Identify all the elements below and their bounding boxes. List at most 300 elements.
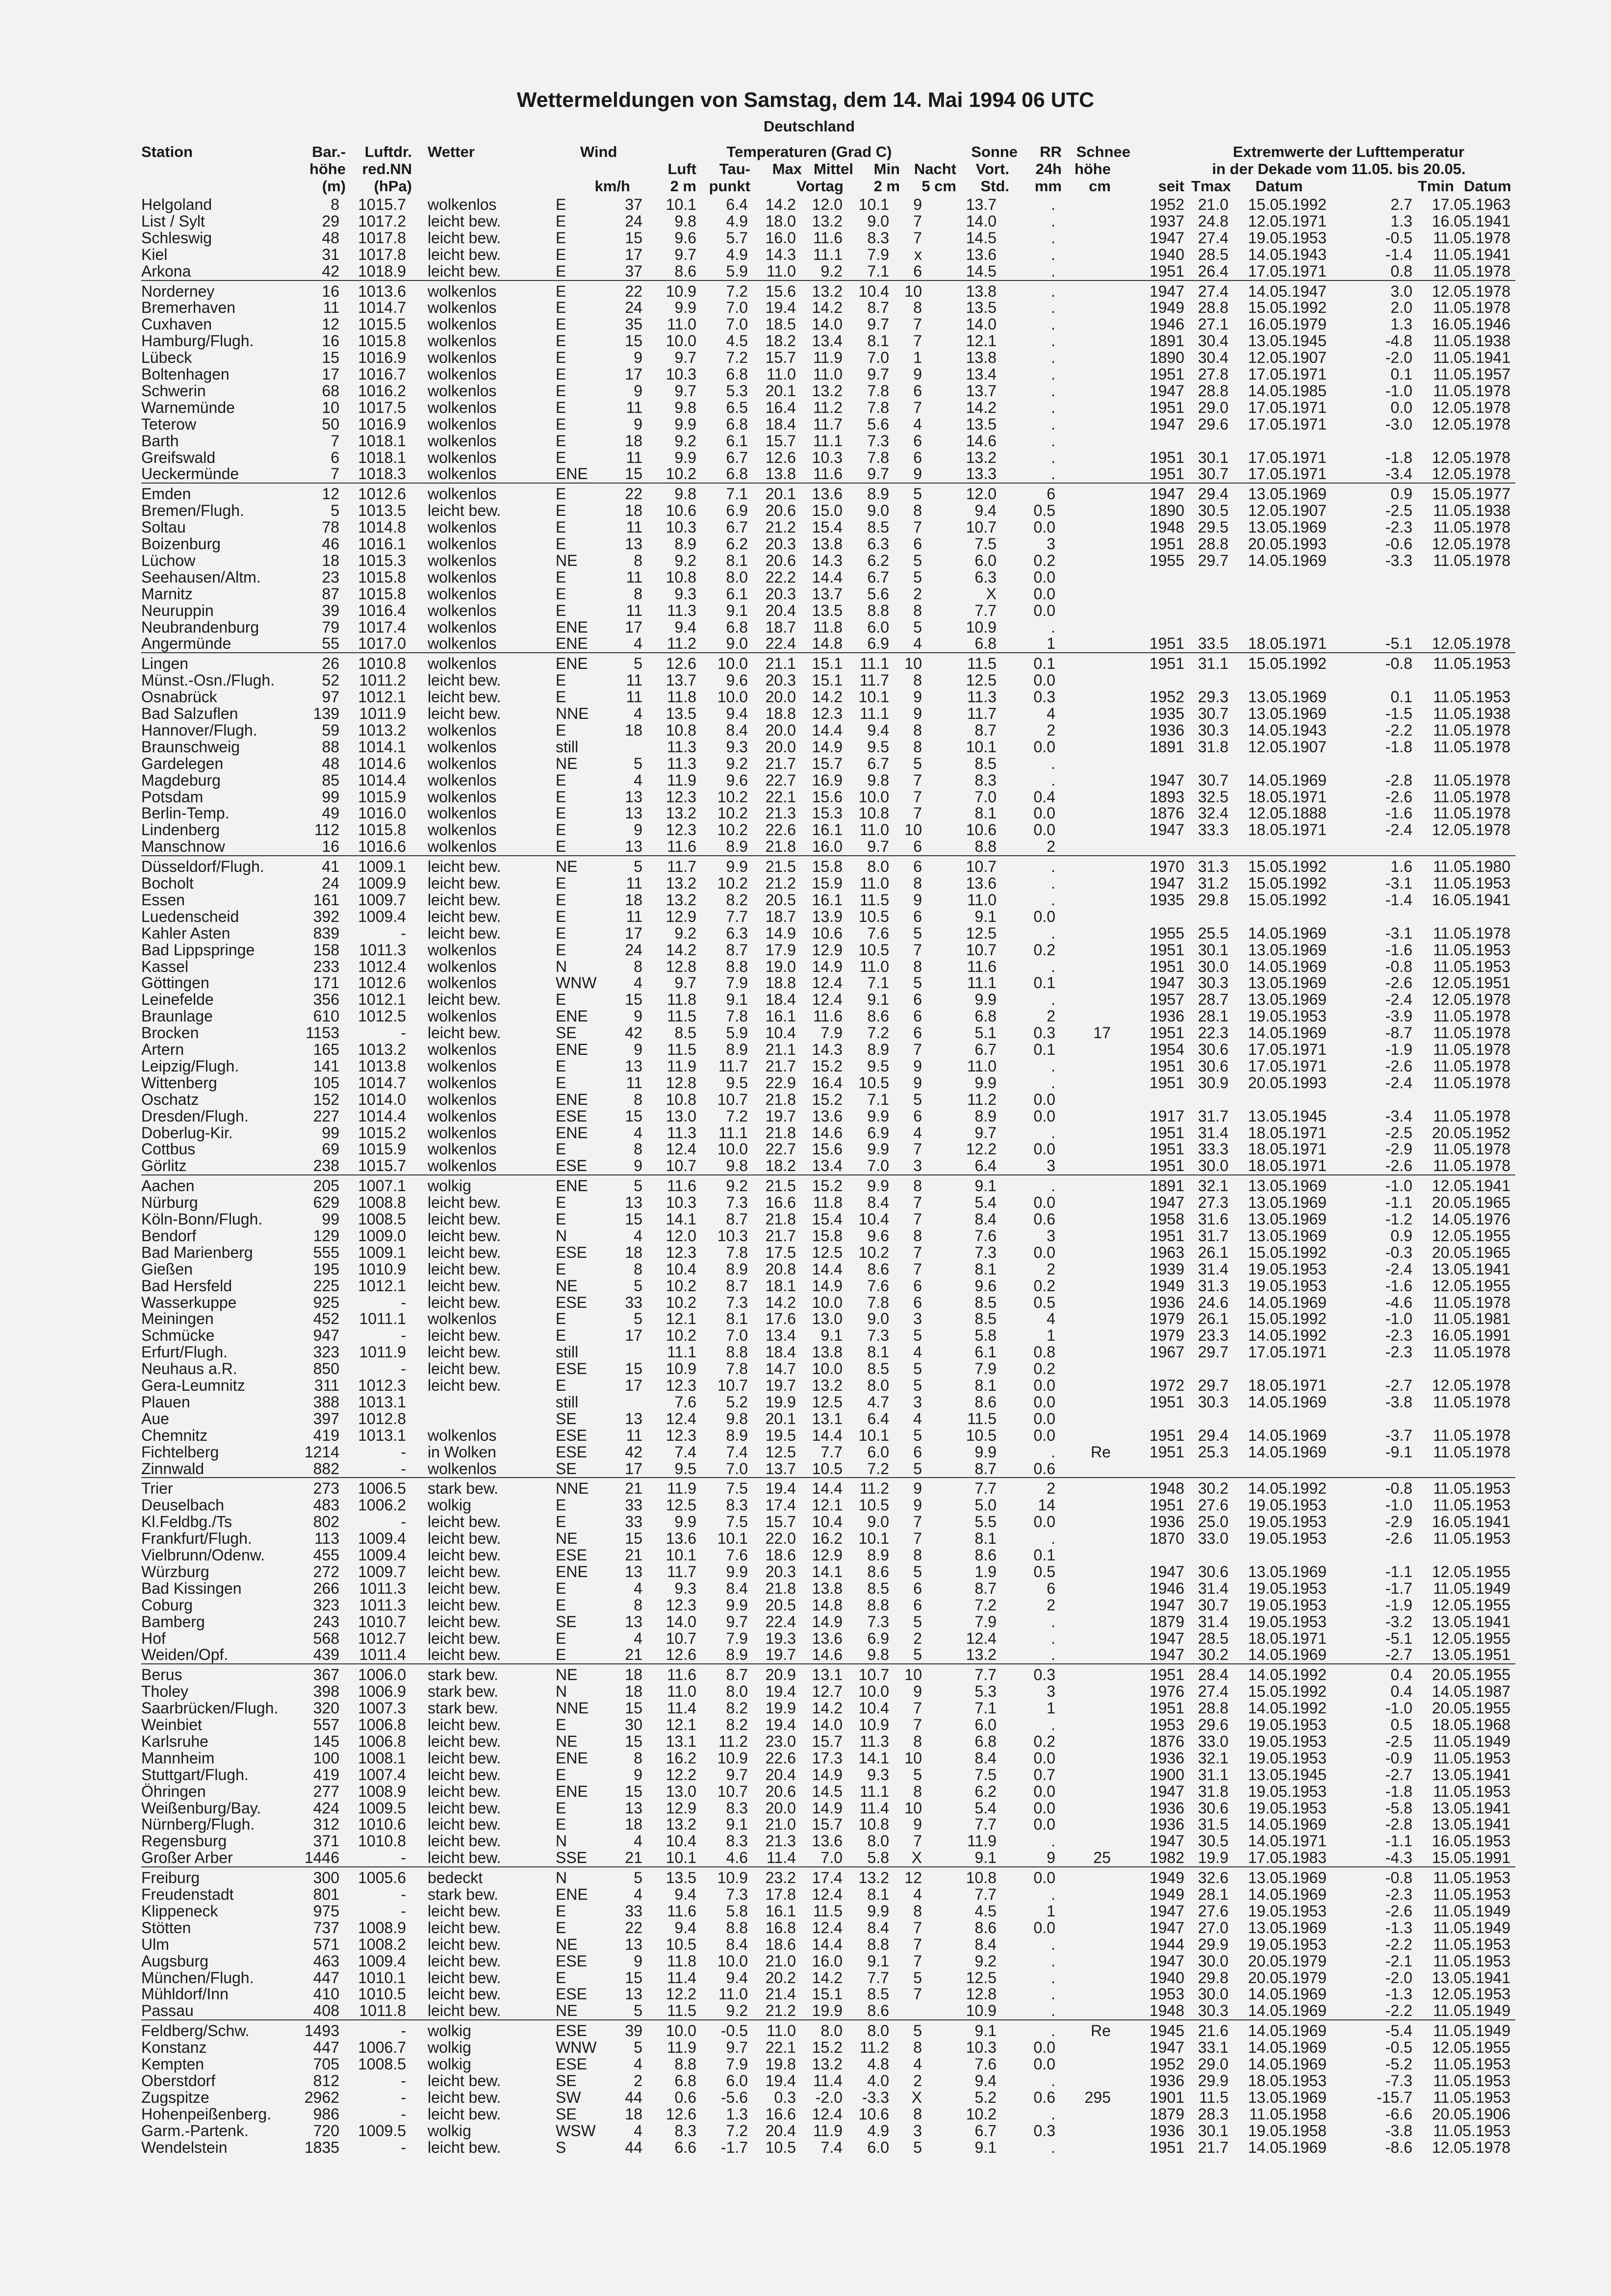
cell-luft: 12.5 xyxy=(665,1496,696,1514)
table-row xyxy=(0,2056,1611,2073)
cell-sonne: 14.6 xyxy=(966,432,997,450)
cell-tmax: 28.4 xyxy=(1198,1666,1228,1684)
cell-mittel: 14.4 xyxy=(812,1260,843,1278)
cell-min: 9.1 xyxy=(867,1952,889,1970)
cell-sonne: 10.1 xyxy=(966,738,997,756)
cell-mittel: 13.4 xyxy=(812,332,843,350)
cell-luftdr: 1006.8 xyxy=(358,1716,406,1734)
cell-mittel: 13.6 xyxy=(812,1107,843,1125)
cell-tmin-datum: 16.05.1941 xyxy=(1432,1513,1510,1531)
cell-nacht: 4 xyxy=(913,635,922,653)
cell-rr: 0.4 xyxy=(1033,788,1055,806)
cell-sonne: 5.1 xyxy=(974,1024,997,1042)
cell-mittel: 11.8 xyxy=(813,618,843,636)
cell-wind-speed: 17 xyxy=(625,1377,642,1394)
cell-luft: 12.8 xyxy=(665,1073,696,1092)
cell-mittel: 14.0 xyxy=(812,1716,843,1734)
cell-seit: 1957 xyxy=(1149,991,1184,1009)
cell-luftdr: 1016.9 xyxy=(358,349,406,367)
cell-sonne: 11.7 xyxy=(967,705,997,722)
cell-wind-speed: 8 xyxy=(634,585,642,603)
cell-wetter: leicht bew. xyxy=(428,1530,501,1548)
cell-tmax-datum: 20.05.1979 xyxy=(1248,1952,1327,1970)
cell-barhoehe: 52 xyxy=(322,671,339,689)
cell-max: 21.8 xyxy=(765,1123,796,1142)
cell-wetter: leicht bew. xyxy=(428,1327,501,1345)
cell-tmax: 26.4 xyxy=(1198,262,1228,280)
cell-nacht: 6 xyxy=(913,1579,922,1597)
cell-seit: 1952 xyxy=(1149,2055,1184,2073)
cell-min: 8.0 xyxy=(867,1377,889,1394)
cell-tmin-datum: 11.05.1978 xyxy=(1433,1343,1510,1361)
cell-max: 18.8 xyxy=(765,705,796,722)
cell-barhoehe: 129 xyxy=(313,1226,339,1245)
cell-tmin-datum: 11.05.1938 xyxy=(1433,332,1510,350)
cell-luftdr: 1015.7 xyxy=(358,196,406,213)
cell-luft: 12.9 xyxy=(665,1799,696,1817)
cell-luft: 10.8 xyxy=(665,568,696,586)
cell-luft: 11.1 xyxy=(667,1343,696,1361)
cell-wind-speed: 13 xyxy=(625,535,642,553)
cell-tmin: 3.0 xyxy=(1390,282,1412,300)
cell-tmax-datum: 15.05.1992 xyxy=(1248,891,1327,909)
cell-tmax: 30.7 xyxy=(1198,465,1228,483)
cell-wind-speed: 4 xyxy=(634,2055,642,2073)
cell-wind-speed: 5 xyxy=(634,2002,642,2020)
cell-seit: 1945 xyxy=(1149,2022,1184,2040)
cell-seit: 1876 xyxy=(1149,804,1184,822)
cell-wind-dir: E xyxy=(556,349,566,367)
cell-luftdr: - xyxy=(401,2022,406,2040)
cell-tmax-datum: 20.05.1993 xyxy=(1248,1073,1327,1092)
cell-station: Mannheim xyxy=(141,1749,215,1767)
table-row xyxy=(0,1211,1611,1228)
cell-barhoehe: 100 xyxy=(313,1749,339,1767)
cell-taupunkt: 9.1 xyxy=(726,601,748,619)
table-row xyxy=(0,1261,1611,1278)
cell-tmax: 28.5 xyxy=(1198,1629,1228,1647)
cell-wind-speed: 18 xyxy=(625,891,642,909)
cell-max: 14.2 xyxy=(765,196,796,213)
cell-luftdr: 1009.4 xyxy=(358,1530,406,1548)
cell-wind-speed: 33 xyxy=(625,1293,642,1311)
cell-max: 18.4 xyxy=(765,1343,796,1361)
cell-mittel: 16.4 xyxy=(812,1073,843,1092)
cell-min: 7.2 xyxy=(867,1459,889,1478)
cell-wind-dir: E xyxy=(556,991,566,1009)
cell-wind-dir: WNW xyxy=(556,2039,597,2057)
cell-tmax-datum: 15.05.1992 xyxy=(1248,655,1327,673)
cell-mittel: 13.6 xyxy=(812,485,843,503)
cell-rr: 0.0 xyxy=(1033,1815,1055,1834)
cell-luft: 14.1 xyxy=(665,1210,696,1228)
cell-nacht: 6 xyxy=(913,991,922,1009)
cell-wind-speed: 15 xyxy=(625,1782,642,1800)
cell-tmin-datum: 11.05.1978 xyxy=(1433,551,1510,569)
table-row xyxy=(0,1800,1611,1817)
cell-luft: 11.5 xyxy=(667,1041,696,1058)
cell-luft: 10.1 xyxy=(665,1849,696,1867)
cell-tmax-datum: 14.05.1969 xyxy=(1248,1443,1327,1461)
cell-max: 18.8 xyxy=(765,974,796,992)
cell-station: Norderney xyxy=(141,282,215,300)
cell-tmin-datum: 13.05.1941 xyxy=(1432,1968,1510,1987)
cell-tmin-datum: 11.05.1978 xyxy=(1433,1426,1510,1444)
cell-tmin: -1.0 xyxy=(1385,1310,1412,1328)
cell-luftdr: 1013.1 xyxy=(358,1426,406,1444)
table-row xyxy=(0,1058,1611,1075)
cell-luft: 12.6 xyxy=(665,2105,696,2123)
cell-barhoehe: 7 xyxy=(331,465,339,483)
cell-wetter: stark bew. xyxy=(428,1683,499,1701)
cell-wind-speed: 15 xyxy=(625,1210,642,1228)
cell-sonne: 10.7 xyxy=(966,518,997,536)
header-tmin: Tmin xyxy=(1417,178,1454,195)
cell-tmin-datum: 12.05.1955 xyxy=(1432,1226,1510,1245)
cell-tmax: 21.7 xyxy=(1198,2138,1228,2156)
cell-taupunkt: 5.8 xyxy=(726,1902,748,1920)
cell-wind-speed: 13 xyxy=(625,1057,642,1075)
cell-nacht: 7 xyxy=(913,1935,922,1953)
table-row xyxy=(0,1936,1611,1953)
cell-wind-dir: E xyxy=(556,332,566,350)
cell-luft: 10.0 xyxy=(665,332,696,350)
cell-max: 20.3 xyxy=(765,671,796,689)
cell-rr: . xyxy=(1051,1985,1055,2003)
cell-station: Konstanz xyxy=(141,2039,207,2057)
cell-tmax-datum: 14.05.1969 xyxy=(1248,1426,1327,1444)
cell-barhoehe: 1214 xyxy=(304,1443,339,1461)
cell-tmin-datum: 20.05.1955 xyxy=(1432,1666,1510,1684)
cell-max: 18.5 xyxy=(765,315,796,333)
cell-luftdr: 1012.1 xyxy=(358,1276,406,1295)
cell-tmax: 32.5 xyxy=(1198,788,1228,806)
cell-luft: 9.9 xyxy=(674,415,696,433)
cell-tmin: -3.3 xyxy=(1385,551,1412,569)
cell-luft: 11.4 xyxy=(667,1968,696,1987)
cell-min: 7.8 xyxy=(867,448,889,466)
table-row xyxy=(0,821,1611,839)
cell-tmax-datum: 12.05.1888 xyxy=(1248,804,1327,822)
cell-taupunkt: 5.9 xyxy=(726,1024,748,1042)
cell-luftdr: 1014.8 xyxy=(358,518,406,536)
cell-station: Münst.-Osn./Flugh. xyxy=(141,671,275,689)
cell-barhoehe: 397 xyxy=(313,1409,339,1428)
cell-luft: 8.8 xyxy=(674,2055,696,2073)
cell-wetter: leicht bew. xyxy=(428,1343,501,1361)
cell-rr: . xyxy=(1051,196,1055,213)
cell-sonne: 12.1 xyxy=(966,332,997,350)
cell-mittel: 13.2 xyxy=(812,212,843,230)
cell-tmax-datum: 17.05.1971 xyxy=(1248,465,1327,483)
cell-wind-speed: 8 xyxy=(634,1140,642,1158)
header-barhoehe-3: (m) xyxy=(322,178,346,195)
cell-taupunkt: 9.7 xyxy=(726,2039,748,2057)
cell-tmin-datum: 11.05.1949 xyxy=(1433,1579,1510,1597)
cell-wind-speed: 11 xyxy=(626,518,642,536)
cell-sonne: 5.3 xyxy=(974,1683,997,1701)
cell-luft: 11.9 xyxy=(667,2039,696,2057)
cell-max: 22.7 xyxy=(765,771,796,789)
cell-wind-dir: ESE xyxy=(556,1426,588,1444)
cell-station: Frankfurt/Flugh. xyxy=(141,1530,252,1548)
cell-sonne: 10.6 xyxy=(966,821,997,839)
cell-station: Neubrandenburg xyxy=(141,618,259,636)
cell-tmax: 30.3 xyxy=(1198,2002,1228,2020)
cell-luft: 13.5 xyxy=(665,1869,696,1887)
cell-tmin-datum: 12.05.1978 xyxy=(1432,535,1510,553)
cell-station: Leinefelde xyxy=(141,991,214,1009)
cell-wetter: wolkenlos xyxy=(428,941,497,959)
cell-tmin: -1.6 xyxy=(1385,1276,1412,1295)
cell-tmin: -2.3 xyxy=(1385,1886,1412,1903)
cell-station: Berus xyxy=(141,1666,182,1684)
cell-tmin: -4.3 xyxy=(1385,1849,1412,1867)
table-row xyxy=(0,2072,1611,2090)
cell-min: 9.9 xyxy=(867,1107,889,1125)
cell-rr: . xyxy=(1051,212,1055,230)
cell-seit: 1958 xyxy=(1149,1210,1184,1228)
cell-wind-speed: 18 xyxy=(625,1243,642,1261)
cell-station: Trier xyxy=(141,1480,173,1498)
cell-barhoehe: 273 xyxy=(313,1480,339,1498)
cell-rr: 0.5 xyxy=(1033,1562,1055,1581)
cell-seit: 1952 xyxy=(1149,688,1184,706)
cell-luft: 12.0 xyxy=(665,1226,696,1245)
cell-tmax: 30.9 xyxy=(1198,1073,1228,1092)
cell-station: Schleswig xyxy=(141,229,212,247)
cell-tmax-datum: 13.05.1969 xyxy=(1248,1869,1327,1887)
cell-luft: 10.4 xyxy=(665,1832,696,1850)
cell-seit: 1951 xyxy=(1149,1123,1184,1142)
cell-station: Aachen xyxy=(141,1177,195,1195)
cell-seit: 1949 xyxy=(1149,1869,1184,1887)
cell-station: Weiden/Opf. xyxy=(141,1646,229,1664)
cell-nacht: 10 xyxy=(904,655,922,673)
cell-rr: 0.0 xyxy=(1033,568,1055,586)
cell-wetter: leicht bew. xyxy=(428,1546,501,1564)
cell-tmax: 29.7 xyxy=(1198,551,1228,569)
cell-seit: 1936 xyxy=(1149,1799,1184,1817)
cell-nacht: 7 xyxy=(913,1194,922,1212)
cell-rr: . xyxy=(1051,229,1055,247)
cell-nacht: 5 xyxy=(913,924,922,942)
cell-tmax-datum: 19.05.1953 xyxy=(1248,1902,1327,1920)
cell-tmin: -6.6 xyxy=(1385,2105,1412,2123)
cell-nacht: 6 xyxy=(913,535,922,553)
cell-nacht: x xyxy=(914,245,922,263)
cell-tmax: 29.9 xyxy=(1198,2071,1228,2090)
table-row xyxy=(0,332,1611,350)
cell-tmax-datum: 18.05.1971 xyxy=(1248,788,1327,806)
table-row xyxy=(0,619,1611,636)
cell-max: 0.3 xyxy=(774,2088,796,2106)
table-row xyxy=(0,1750,1611,1767)
cell-rr: 4 xyxy=(1047,705,1055,722)
cell-wind-dir: E xyxy=(556,601,566,619)
cell-barhoehe: 568 xyxy=(313,1629,339,1647)
cell-sonne: 10.9 xyxy=(966,618,997,636)
cell-luft: 10.1 xyxy=(665,196,696,213)
cell-mittel: 14.4 xyxy=(812,568,843,586)
cell-wind-speed: 33 xyxy=(625,1496,642,1514)
cell-station: Großer Arber xyxy=(141,1849,233,1867)
cell-mittel: 12.4 xyxy=(812,1886,843,1903)
cell-sonne: 5.0 xyxy=(974,1496,997,1514)
cell-station: Passau xyxy=(141,2002,194,2020)
cell-tmin: -2.4 xyxy=(1385,1260,1412,1278)
cell-min: 8.6 xyxy=(867,1562,889,1581)
cell-luftdr: 1015.8 xyxy=(358,821,406,839)
cell-barhoehe: 272 xyxy=(313,1562,339,1581)
cell-sonne: 7.9 xyxy=(974,1612,997,1631)
cell-barhoehe: 367 xyxy=(313,1666,339,1684)
cell-mittel: 15.2 xyxy=(812,1177,843,1195)
cell-wetter: leicht bew. xyxy=(428,1832,501,1850)
cell-rr: 3 xyxy=(1047,1157,1055,1175)
cell-wind-dir: S xyxy=(556,2138,566,2156)
cell-wind-dir: E xyxy=(556,1646,566,1664)
cell-seit: 1936 xyxy=(1149,1293,1184,1311)
cell-sonne: 7.5 xyxy=(974,1765,997,1784)
cell-tmax-datum: 19.05.1953 xyxy=(1248,1530,1327,1548)
cell-tmin: -1.3 xyxy=(1385,1918,1412,1937)
cell-tmin-datum: 16.05.1941 xyxy=(1432,212,1510,230)
cell-taupunkt: 9.6 xyxy=(726,771,748,789)
cell-tmax-datum: 14.05.1969 xyxy=(1248,1024,1327,1042)
cell-station: Garm.-Partenk. xyxy=(141,2121,249,2140)
cell-wind-dir: still xyxy=(556,1343,579,1361)
header-luft-1: Luft xyxy=(667,160,696,178)
cell-barhoehe: 447 xyxy=(313,1968,339,1987)
cell-station: Wittenberg xyxy=(141,1073,217,1092)
table-row xyxy=(0,925,1611,942)
cell-seit: 1951 xyxy=(1149,448,1184,466)
cell-min: 8.9 xyxy=(867,1546,889,1564)
cell-min: 10.2 xyxy=(858,1243,889,1261)
cell-rr: 0.3 xyxy=(1033,2121,1055,2140)
cell-seit: 1970 xyxy=(1149,858,1184,876)
cell-seit: 1870 xyxy=(1149,1530,1184,1548)
cell-wind-speed: 18 xyxy=(625,1666,642,1684)
cell-luftdr: 1012.7 xyxy=(358,1629,406,1647)
cell-rr: 0.0 xyxy=(1033,1869,1055,1887)
cell-mittel: 14.9 xyxy=(812,1612,843,1631)
cell-rr: . xyxy=(1051,262,1055,280)
cell-wetter: wolkenlos xyxy=(428,398,497,416)
cell-mittel: 13.9 xyxy=(812,907,843,925)
cell-nacht: 8 xyxy=(913,957,922,975)
cell-station: Lingen xyxy=(141,655,189,673)
cell-max: 15.7 xyxy=(765,432,796,450)
cell-taupunkt: 4.6 xyxy=(726,1849,748,1867)
cell-max: 16.6 xyxy=(765,2105,796,2123)
cell-taupunkt: 10.7 xyxy=(717,1090,748,1108)
cell-station: Würzburg xyxy=(141,1562,209,1581)
cell-wind-speed: 4 xyxy=(634,974,642,992)
cell-tmin: -2.9 xyxy=(1385,1140,1412,1158)
cell-barhoehe: 720 xyxy=(313,2121,339,2140)
cell-barhoehe: 42 xyxy=(322,262,339,280)
cell-luftdr: 1014.4 xyxy=(358,771,406,789)
cell-nacht: 7 xyxy=(913,1918,922,1937)
cell-barhoehe: 1493 xyxy=(304,2022,339,2040)
cell-wetter: leicht bew. xyxy=(428,1646,501,1664)
cell-barhoehe: 171 xyxy=(313,974,339,992)
cell-rr: . xyxy=(1051,2002,1055,2020)
cell-barhoehe: 986 xyxy=(313,2105,339,2123)
cell-luft: 12.2 xyxy=(665,1985,696,2003)
cell-tmax: 28.8 xyxy=(1198,1699,1228,1717)
header-rr-3: mm xyxy=(1034,178,1062,195)
cell-tmin-datum: 12.05.1978 xyxy=(1432,448,1510,466)
cell-wind-dir: ENE xyxy=(556,465,588,483)
table-row xyxy=(0,1460,1611,1478)
cell-max: 17.4 xyxy=(765,1496,796,1514)
cell-taupunkt: 7.5 xyxy=(726,1480,748,1498)
cell-taupunkt: 10.9 xyxy=(717,1749,748,1767)
cell-station: Gardelegen xyxy=(141,754,224,772)
cell-station: Braunschweig xyxy=(141,738,240,756)
cell-max: 21.3 xyxy=(765,1832,796,1850)
cell-nacht: 5 xyxy=(913,974,922,992)
cell-tmax-datum: 18.05.1953 xyxy=(1248,2071,1327,2090)
cell-wind-speed: 9 xyxy=(634,415,642,433)
cell-sonne: 7.0 xyxy=(974,788,997,806)
cell-wind-dir: E xyxy=(556,924,566,942)
cell-sonne: 9.9 xyxy=(974,1073,997,1092)
cell-nacht: 8 xyxy=(913,721,922,739)
cell-sonne: 11.6 xyxy=(967,957,997,975)
cell-taupunkt: 9.8 xyxy=(726,1409,748,1428)
cell-min: 11.1 xyxy=(860,655,889,673)
cell-wind-speed: 35 xyxy=(625,315,642,333)
cell-wind-dir: E xyxy=(556,838,566,856)
cell-max: 18.2 xyxy=(765,332,796,350)
header-temperaturen: Temperaturen (Grad C) xyxy=(726,143,892,160)
cell-tmin: -2.6 xyxy=(1385,974,1412,992)
cell-max: 18.6 xyxy=(765,1935,796,1953)
cell-station: Neuruppin xyxy=(141,601,214,619)
cell-seit: 1944 xyxy=(1149,1935,1184,1953)
cell-max: 15.6 xyxy=(765,282,796,300)
cell-max: 16.0 xyxy=(765,229,796,247)
cell-nacht: 7 xyxy=(913,1716,922,1734)
cell-max: 13.4 xyxy=(765,1327,796,1345)
cell-luft: 10.2 xyxy=(665,1327,696,1345)
cell-taupunkt: 10.0 xyxy=(717,1952,748,1970)
cell-rr: . xyxy=(1051,1886,1055,1903)
cell-taupunkt: 10.0 xyxy=(717,688,748,706)
cell-tmin: -1.4 xyxy=(1385,891,1412,909)
cell-max: 16.6 xyxy=(765,1194,796,1212)
cell-mittel: 12.4 xyxy=(812,974,843,992)
cell-barhoehe: 68 xyxy=(322,382,339,400)
cell-barhoehe: 463 xyxy=(313,1952,339,1970)
cell-station: Potsdam xyxy=(141,788,204,806)
cell-luft: 10.6 xyxy=(665,502,696,520)
cell-tmax: 30.2 xyxy=(1198,1480,1228,1498)
cell-tmin: 0.5 xyxy=(1390,1716,1412,1734)
cell-station: Zinnwald xyxy=(141,1459,205,1478)
cell-wind-speed: 15 xyxy=(625,1732,642,1750)
cell-max: 12.5 xyxy=(765,1443,796,1461)
cell-sonne: 6.0 xyxy=(974,1716,997,1734)
cell-wetter: wolkenlos xyxy=(428,1073,497,1092)
cell-sonne: 10.8 xyxy=(966,1869,997,1887)
cell-taupunkt: 6.8 xyxy=(726,618,748,636)
cell-tmax-datum: 13.05.1969 xyxy=(1248,1210,1327,1228)
